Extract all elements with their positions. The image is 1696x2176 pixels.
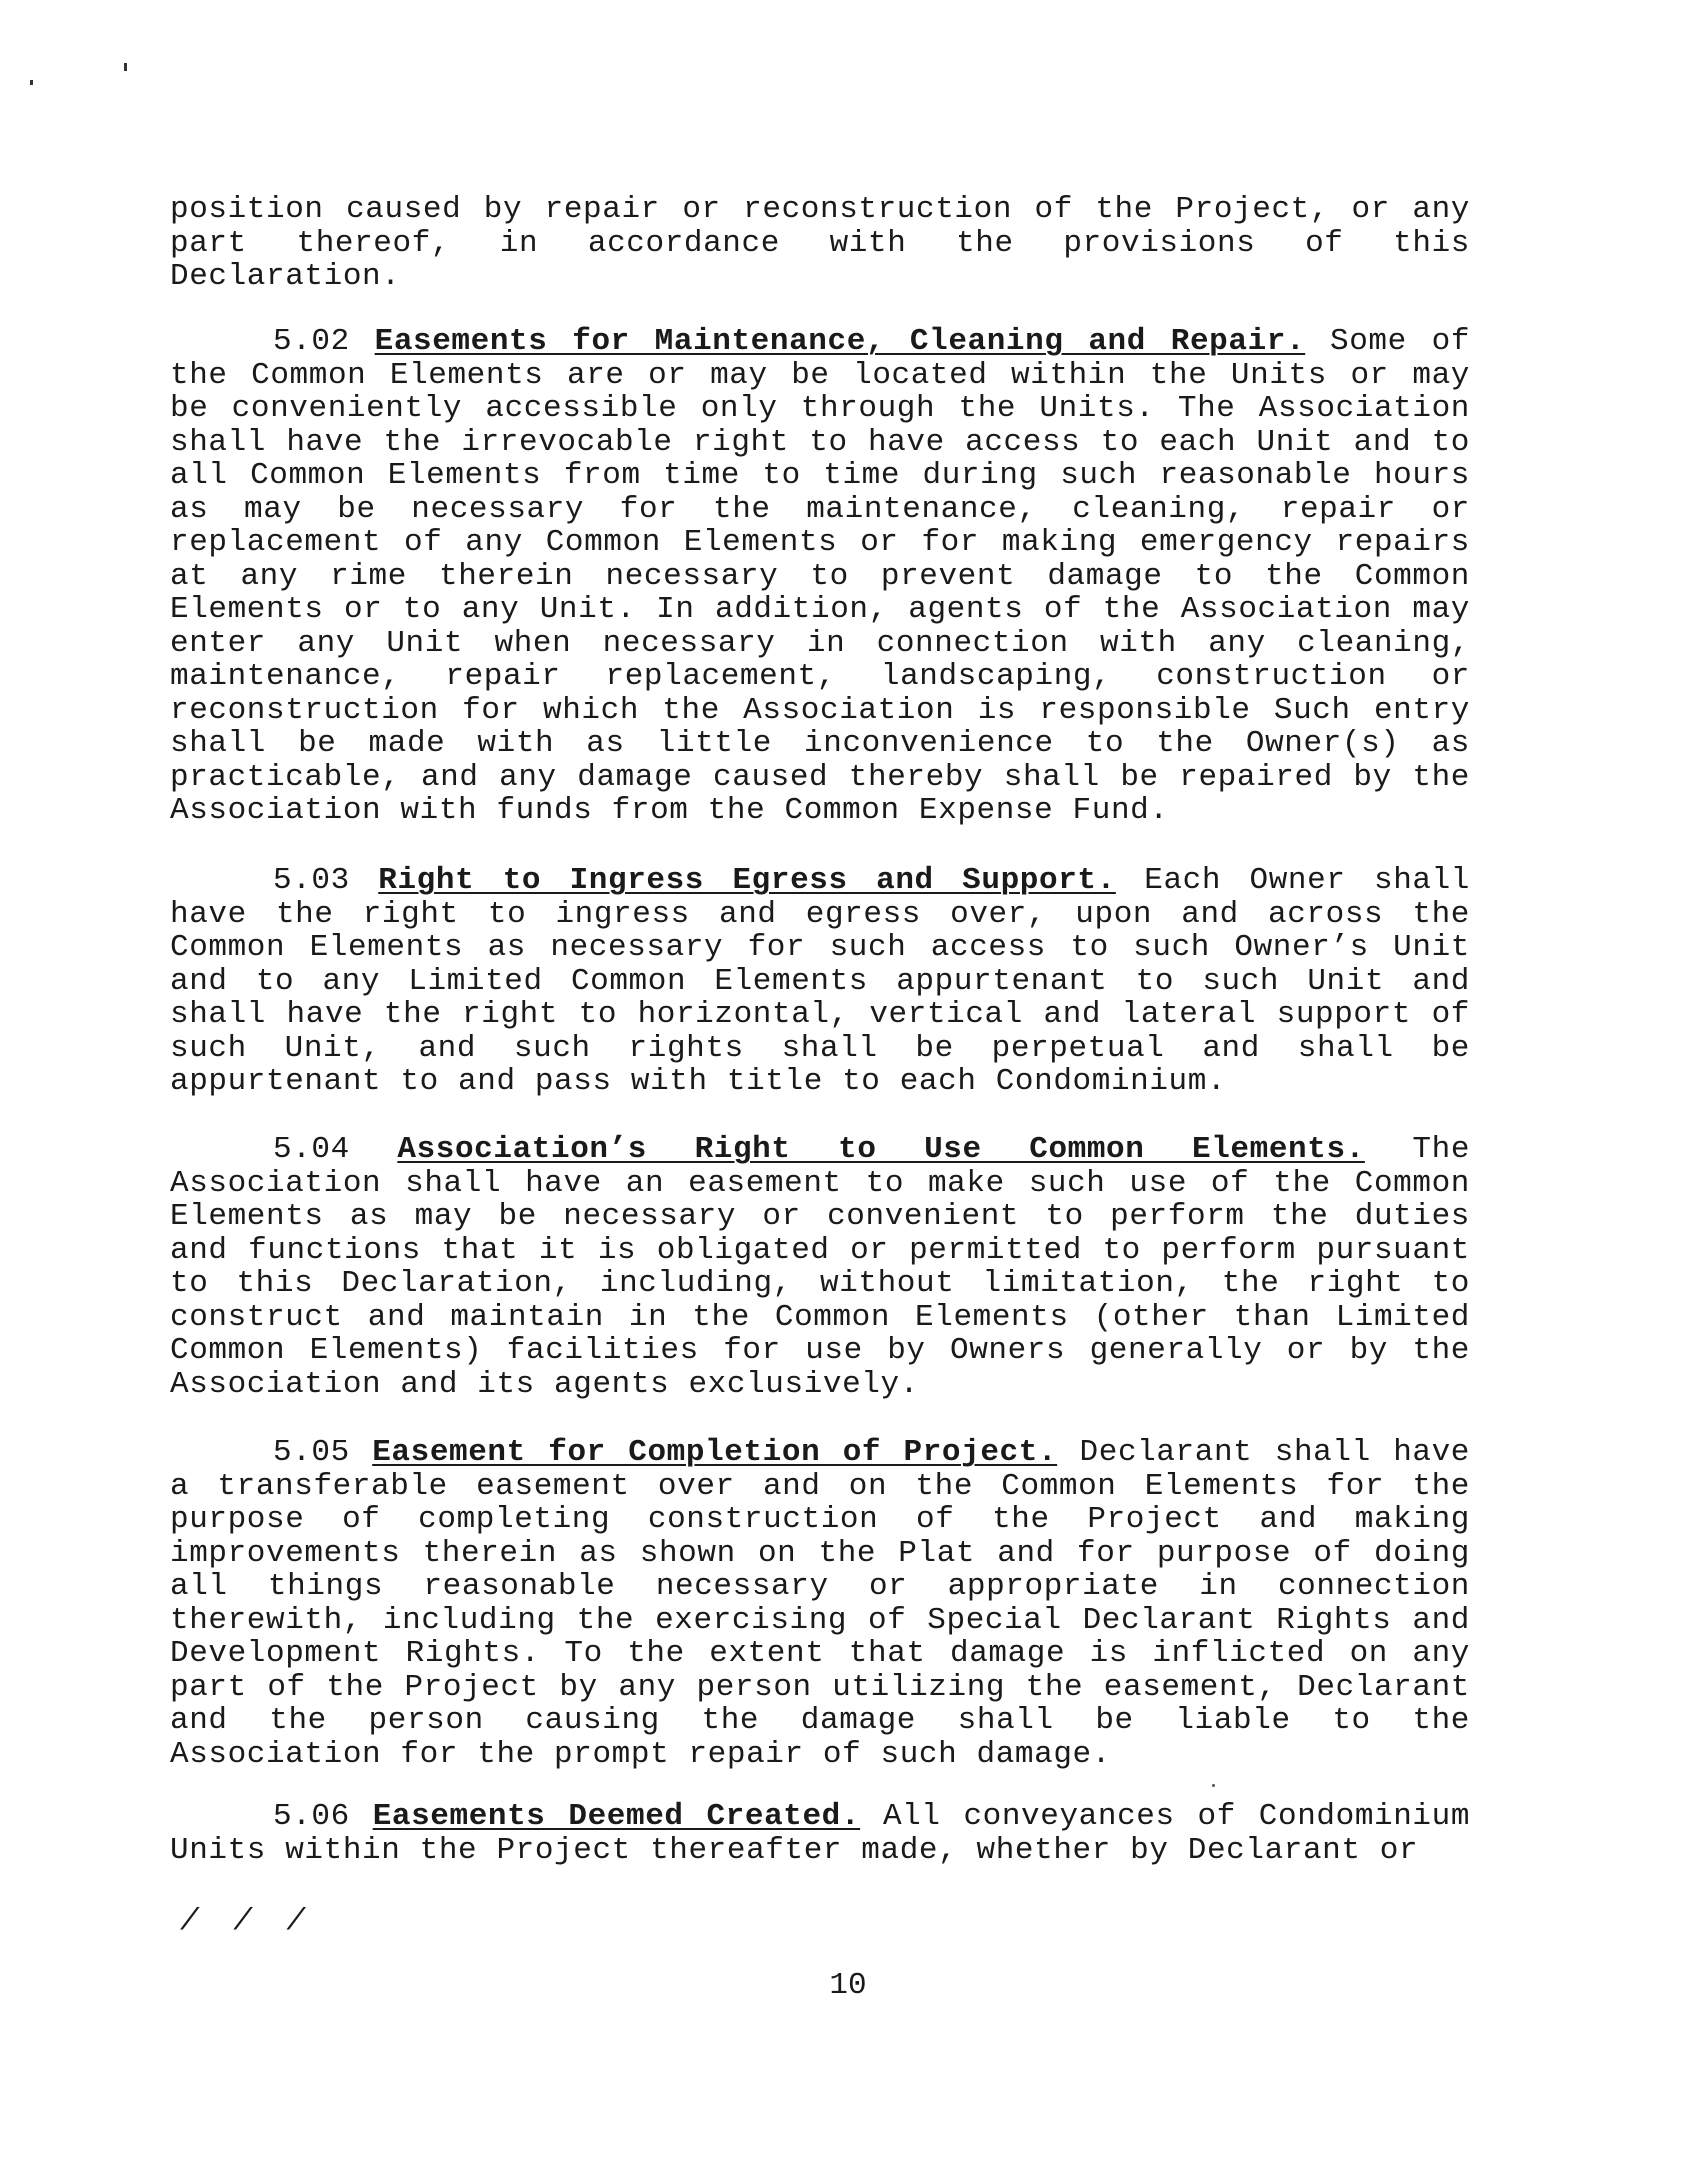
- section-heading: Association’s Right to Use Common Elements.: [397, 1132, 1365, 1167]
- section-number: 5.05: [273, 1435, 350, 1470]
- section-heading: Easements for Maintenance, Cleaning and Repair.: [374, 324, 1306, 359]
- section-5-05: [170, 1436, 1470, 1771]
- scan-speck: [30, 80, 33, 85]
- section-body: Some of the Common Elements are or may be located within the Units or may be conveniently accessible only through the Units. The Association shall have the irrevocable right to have access to each Unit and to all Common Elements from time to time during such reasonable hours as may be necessary for the maintenance, cleaning, repair or replacement of any Common Elements or for making emergency repairs at any rime therein necessary to prevent damage to the Common Elements or to any Unit. In addition, agents of the Association may enter any Unit when necessary in connection with any cleaning, maintenance, repair replacement, landscaping, construction or reconstruction for which the Association is responsible Such entry shall be made with as little inconvenience to the Owner(s) as practicable, and any damage caused thereby shall be repaired by the Association with funds from the Common Expense Fund.: [170, 324, 1471, 828]
- intro-text: position caused by repair or reconstruction of the Project, or any part thereof, in accordance with the provisions of this Declaration.: [170, 192, 1470, 294]
- scan-speck: [124, 63, 127, 71]
- section-5-04: [170, 1133, 1470, 1401]
- section-body: All conveyances of Condominium Units within the Project thereafter made, whether by Declarant or: [170, 1799, 1471, 1868]
- section-number: 5.03: [273, 863, 350, 898]
- section-5-02: [170, 325, 1470, 828]
- section-5-06: [170, 1800, 1470, 1867]
- section-5-03: [170, 864, 1470, 1099]
- section-number: 5.06: [273, 1799, 350, 1834]
- page-number: 10: [829, 1968, 867, 2003]
- section-body: Declarant shall have a transferable easement over and on the Common Elements for the purpose of completing construction of the Project and making improvements therein as shown on the Plat and for purpose of doing all things reasonable necessary or appropriate in connection therewith, including the exercising of Special Declarant Rights and Development Rights. To the extent that damage is inflicted on any part of the Project by any person utilizing the easement, Declarant and the person causing the damage shall be liable to the Association for the prompt repair of such damage.: [170, 1435, 1471, 1772]
- section-body: Each Owner shall have the right to ingress and egress over, upon and across the Common Elements as necessary for such access to such Owner’s Unit and to any Limited Common Elements appurtenant to such Unit and shall have the right to horizontal, vertical and lateral support of such Unit, and such rights shall be perpetual and shall be appurtenant to and pass with title to each Condominium.: [170, 863, 1471, 1099]
- section-number: 5.04: [273, 1132, 350, 1167]
- section-heading: Easements Deemed Created.: [372, 1799, 861, 1834]
- intro-paragraph: [170, 193, 1470, 294]
- section-heading: Easement for Completion of Project.: [372, 1435, 1058, 1470]
- section-heading: Right to Ingress Egress and Support.: [378, 863, 1116, 898]
- continuation-marks: / / /: [180, 1904, 314, 1939]
- section-number: 5.02: [273, 324, 350, 359]
- scan-speck: [1212, 1784, 1215, 1787]
- section-body: The Association shall have an easement to make such use of the Common Elements as may be necessary or convenient to perform the duties and functions that it is obligated or permitted to perform pursuant to this Declaration, including, without limitation, the right to construct and maintain in the Common Elements (other than Limited Common Elements) facilities for use by Owners generally or by the Association and its agents exclusively.: [170, 1132, 1471, 1402]
